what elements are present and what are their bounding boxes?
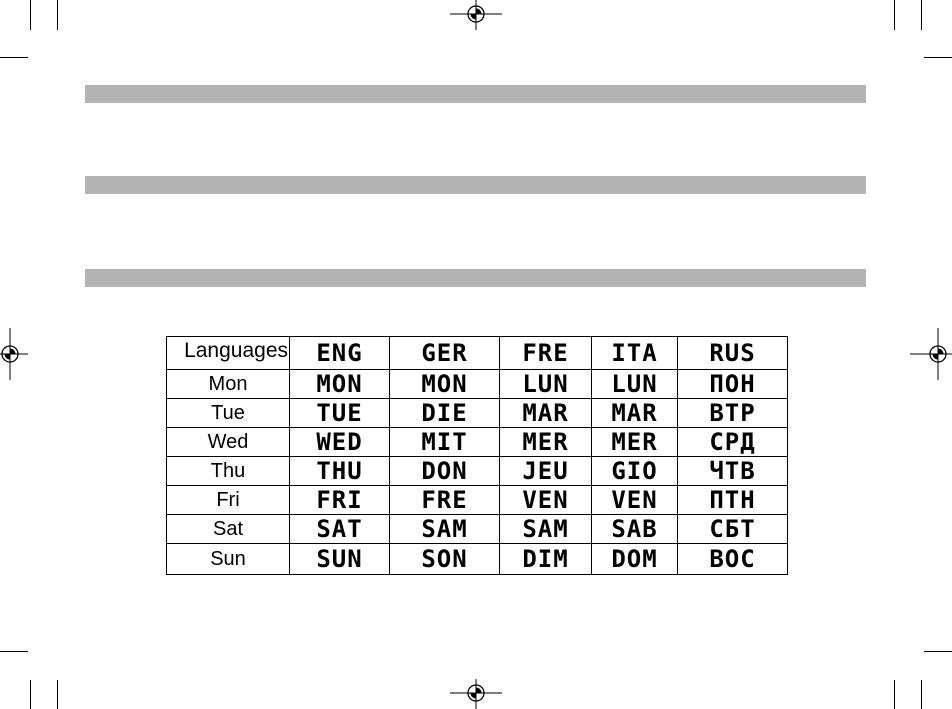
crop-mark-bottom-right <box>895 652 952 709</box>
day-abbrev-cell: ПТН <box>678 486 788 515</box>
day-abbrev-cell: ВОС <box>678 544 788 575</box>
day-abbrev-cell: DON <box>390 457 500 486</box>
day-abbrev-cell: LUN <box>592 370 678 399</box>
day-abbrev-cell: ПОН <box>678 370 788 399</box>
crop-mark-bottom-left <box>0 652 58 709</box>
registration-mark-left <box>0 328 28 380</box>
day-abbrev-cell: MAR <box>500 399 592 428</box>
day-label: Tue <box>167 399 290 428</box>
language-day-table <box>166 336 788 575</box>
day-abbrev-cell: FRE <box>390 486 500 515</box>
day-abbrev-cell: THU <box>290 457 390 486</box>
table-row <box>167 428 788 457</box>
day-label: Thu <box>167 457 290 486</box>
day-abbrev-cell: VEN <box>500 486 592 515</box>
day-abbrev-cell: DOM <box>592 544 678 575</box>
language-code-cell: RUS <box>678 337 788 370</box>
day-abbrev-cell: SAB <box>592 515 678 544</box>
day-label: Wed <box>167 428 290 457</box>
table-row <box>167 370 788 399</box>
day-abbrev-cell: LUN <box>500 370 592 399</box>
day-abbrev-cell: MER <box>592 428 678 457</box>
registration-mark-bottom <box>450 679 502 709</box>
registration-mark-top <box>450 0 502 30</box>
day-label: Fri <box>167 486 290 515</box>
day-abbrev-cell: GIO <box>592 457 678 486</box>
table-header-row <box>167 337 788 370</box>
language-code-cell: ITA <box>592 337 678 370</box>
day-label: Mon <box>167 370 290 399</box>
day-abbrev-cell: JEU <box>500 457 592 486</box>
day-abbrev-cell: MER <box>500 428 592 457</box>
day-abbrev-cell: ВТР <box>678 399 788 428</box>
day-label: Sun <box>167 544 290 575</box>
crop-mark-top-right <box>895 0 952 58</box>
table-row <box>167 457 788 486</box>
languages-header: Languages <box>167 337 290 370</box>
registration-mark-right <box>910 328 952 380</box>
day-abbrev-cell: FRI <box>290 486 390 515</box>
table-row <box>167 399 788 428</box>
day-abbrev-cell: ЧТВ <box>678 457 788 486</box>
table-row <box>167 544 788 575</box>
day-abbrev-cell: SAM <box>500 515 592 544</box>
day-abbrev-cell: SUN <box>290 544 390 575</box>
language-code-cell: FRE <box>500 337 592 370</box>
table-row <box>167 486 788 515</box>
section-bar-2 <box>85 176 866 194</box>
table-row <box>167 515 788 544</box>
day-abbrev-cell: VEN <box>592 486 678 515</box>
section-bar-1 <box>85 85 866 103</box>
day-abbrev-cell: MON <box>290 370 390 399</box>
day-abbrev-cell: СБТ <box>678 515 788 544</box>
day-label: Sat <box>167 515 290 544</box>
day-abbrev-cell: DIM <box>500 544 592 575</box>
day-abbrev-cell: SON <box>390 544 500 575</box>
language-code-cell: GER <box>390 337 500 370</box>
day-abbrev-cell: SAT <box>290 515 390 544</box>
day-abbrev-cell: TUE <box>290 399 390 428</box>
day-abbrev-cell: DIE <box>390 399 500 428</box>
language-code-cell: ENG <box>290 337 390 370</box>
day-abbrev-cell: WED <box>290 428 390 457</box>
day-abbrev-cell: MIT <box>390 428 500 457</box>
day-abbrev-cell: СРД <box>678 428 788 457</box>
day-abbrev-cell: MAR <box>592 399 678 428</box>
day-abbrev-cell: SAM <box>390 515 500 544</box>
crop-mark-top-left <box>0 0 58 58</box>
section-bar-3 <box>85 269 866 287</box>
day-abbrev-cell: MON <box>390 370 500 399</box>
